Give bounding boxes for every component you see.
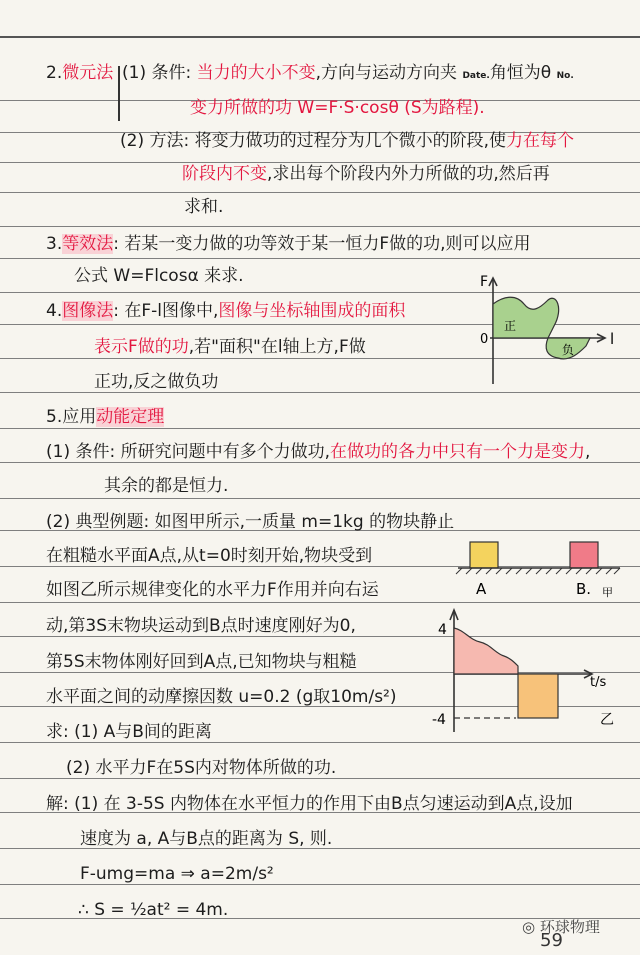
label-a: A [476, 580, 487, 598]
watermark-text: 环球物理 [539, 918, 600, 936]
sec2-method-line2: 阶段内不变,求出每个阶段内外力所做的功,然后再 [182, 164, 550, 184]
example-line7: 求: (1) A与B间的距离 [46, 722, 212, 742]
negative-force-area [518, 674, 558, 718]
label-b: B. [576, 580, 592, 598]
solution-line1: 解: (1) 在 3-5S 内物体在水平恒力的作用下由B点匀速运动到A点,设加 [46, 794, 573, 814]
ground-hatch [456, 568, 620, 574]
sec2-method-line: (2) 方法: 将变力做功的过程分为几个微小的阶段,使力在每个 [120, 131, 575, 151]
sec4-line2: 表示F做的功,若"面积"在l轴上方,F做 [94, 337, 366, 357]
ruled-line [0, 226, 640, 227]
negative-label: 负 [562, 343, 575, 357]
sec3-line2: 公式 W=Flcosα 来求. [74, 266, 244, 286]
sec5-condition-line2: 其余的都是恒力. [104, 476, 229, 496]
sec2-formula-line: 变力所做的功 W=F·S·cosθ (S为路程). [190, 98, 485, 118]
example-line4: 动,第3S末物块运动到B点时速度刚好为0, [46, 616, 356, 636]
sec5-heading: 5.应用动能定理 [46, 407, 165, 427]
top-rule [0, 36, 640, 38]
y-min-label: -4 [432, 712, 446, 728]
l-axis-label: l [610, 330, 615, 348]
example-line1: (2) 典型例题: 如图甲所示,一质量 m=1kg 的物块静止 [46, 512, 455, 532]
time-axis-label: t/s [590, 675, 607, 690]
positive-label: 正 [504, 319, 517, 333]
ruled-line [0, 192, 640, 193]
example-line2: 在粗糙水平面A点,从t=0时刻开始,物块受到 [46, 546, 373, 566]
example-line6: 水平面之间的动摩擦因数 u=0.2 (g取10m/s²) [46, 687, 397, 707]
sec2-condition-line: (1) 条件: 当力的大小不变,方向与运动方向夹 Date.角恒为θ No. [122, 63, 574, 83]
brace-line [118, 66, 120, 121]
force-curve-area [454, 628, 518, 674]
ruled-line [0, 258, 640, 259]
sec4-line1: 4.图像法: 在F-l图像中,图像与坐标轴围成的面积 [46, 301, 406, 321]
sec3-line1: 3.等效法: 若某一变力做的功等效于某一恒力F做的功,则可以应用 [46, 234, 531, 254]
ruled-line [0, 742, 640, 743]
origin-label: 0 [480, 332, 489, 347]
f-axis-label: F [480, 274, 489, 290]
block-b [570, 542, 598, 568]
figure-jia [452, 534, 634, 606]
positive-area [493, 297, 559, 338]
solution-line4: ∴ S = ½at² = 4m. [78, 900, 229, 920]
y-max-label: 4 [438, 622, 447, 638]
ruled-line [0, 162, 640, 163]
block-a [470, 542, 498, 568]
ruled-line [0, 498, 640, 499]
page-number: 59 [540, 930, 563, 951]
sec2-method-line3: 求和. [184, 197, 224, 217]
sec2-heading: 2.微元法 [46, 63, 114, 83]
f-l-graph [470, 268, 630, 392]
ruled-line [0, 778, 640, 779]
ruled-line [0, 884, 640, 885]
figure-yi [424, 606, 636, 738]
ruled-line [0, 462, 640, 463]
solution-line3: F-umg=ma ⇒ a=2m/s² [80, 864, 274, 884]
ruled-line [0, 428, 640, 429]
sec4-line3: 正功,反之做负功 [94, 372, 219, 392]
solution-line2: 速度为 a, A与B点的距离为 S, 则. [80, 829, 333, 849]
caption-yi: 乙 [600, 712, 614, 728]
example-line8: (2) 水平力F在5S内对物体所做的功. [66, 758, 337, 778]
sec5-condition-line: (1) 条件: 所研究问题中有多个力做功,在做功的各力中只有一个力是变力, [46, 442, 591, 462]
caption-jia: 甲 [602, 586, 613, 599]
example-line3: 如图乙所示规律变化的水平力F作用并向右运 [46, 580, 379, 600]
wechat-icon: ◎ [522, 918, 536, 936]
example-line5: 第5S末物体刚好回到A点,已知物块与粗糙 [46, 652, 357, 672]
ruled-line [0, 392, 640, 393]
